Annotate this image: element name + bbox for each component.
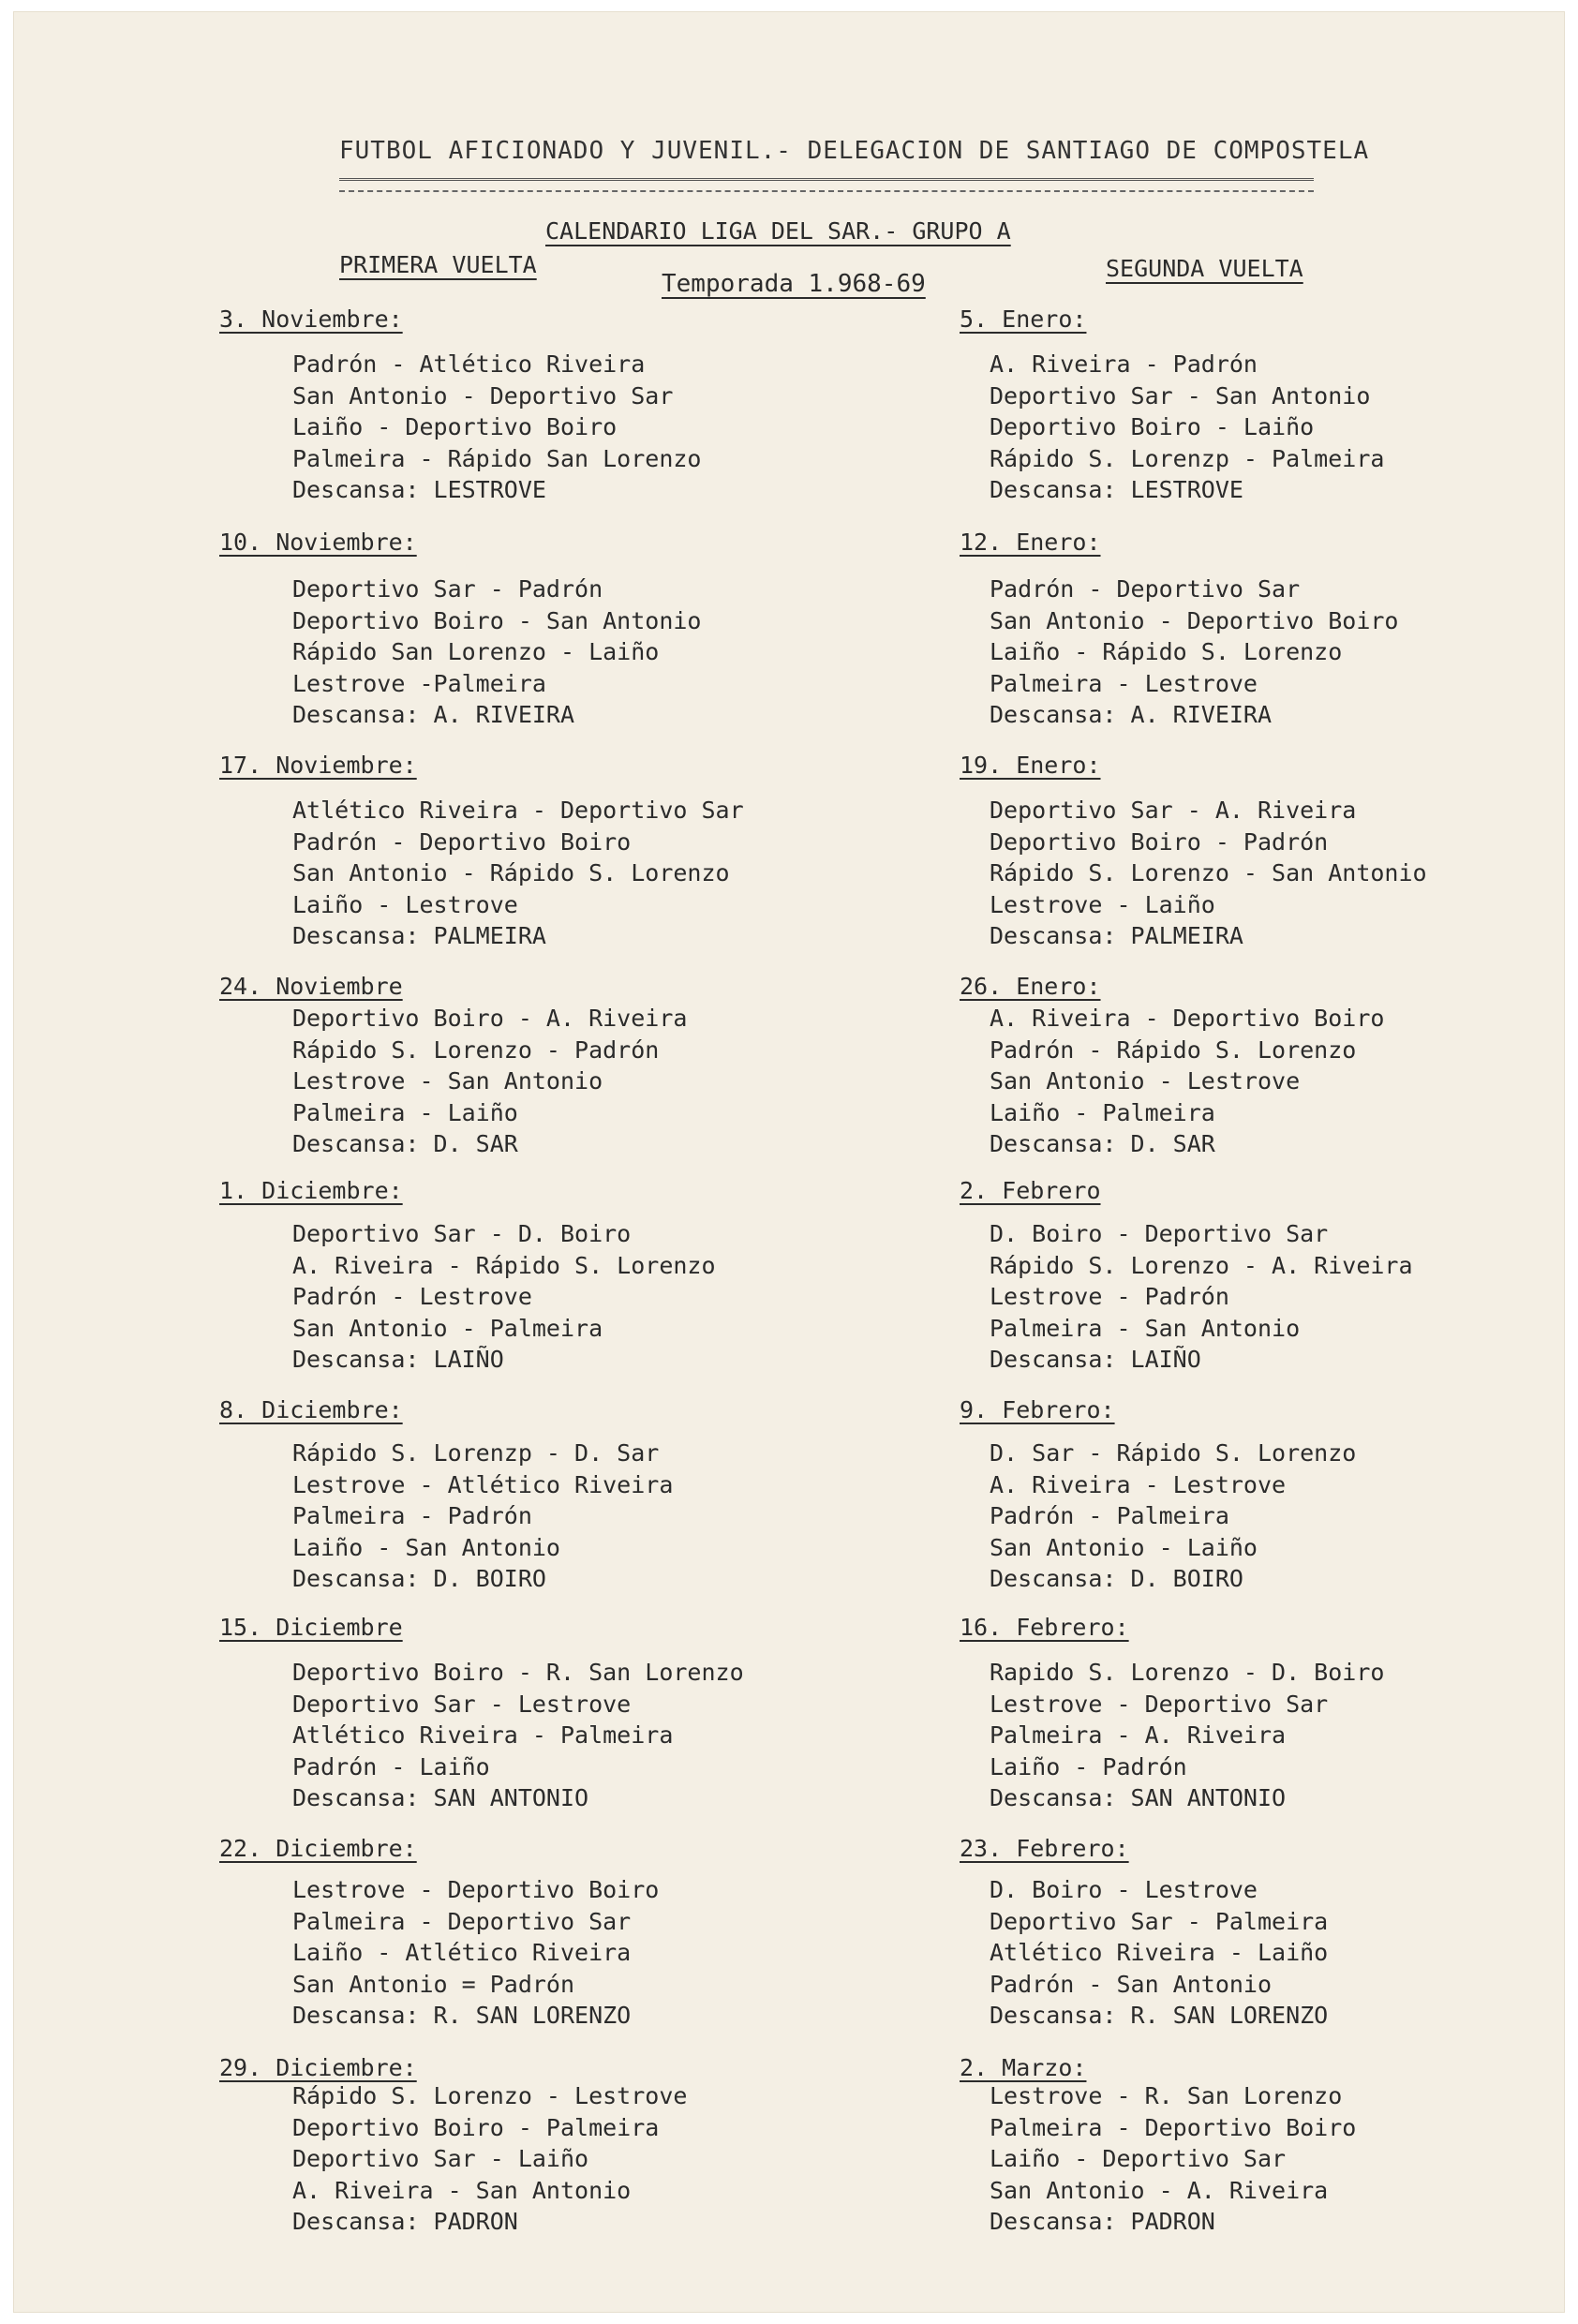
match-line: Deportivo Sar - D. Boiro <box>292 1220 632 1247</box>
round-fixtures <box>990 1874 1328 2032</box>
rest-team-line: Descansa: LESTROVE <box>292 476 546 503</box>
round-fixtures <box>990 1438 1356 1595</box>
match-line: Deportivo Boiro - Padrón <box>990 827 1329 856</box>
match-line: Lestrove - San Antonio <box>292 1067 603 1095</box>
match-line: A. Riveira - Rápido S. Lorenzo <box>292 1251 716 1279</box>
rest-team-line: Descansa: SAN ANTONIO <box>292 1784 589 1811</box>
match-line: Rápido S. Lorenzo - Lestrove <box>292 2082 688 2109</box>
round-fixtures <box>990 2080 1356 2238</box>
match-line: Palmeira - San Antonio <box>990 1314 1301 1342</box>
round-date: 26. Enero: <box>960 973 1101 1000</box>
rest-team-line: Descansa: LAIÑO <box>990 1346 1201 1373</box>
match-line: Laiño - Deportivo Boiro <box>292 413 618 440</box>
round-fixtures <box>292 1874 659 2032</box>
match-line: Lestrove - Deportivo Sar <box>990 1690 1329 1718</box>
match-line: Deportivo Sar - Palmeira <box>990 1907 1329 1935</box>
round-fixtures <box>292 795 744 952</box>
match-line: Laiño - Atlético Riveira <box>292 1939 632 1966</box>
match-line: Palmeira - Deportivo Boiro <box>990 2113 1357 2141</box>
round-date: 3. Noviembre: <box>219 305 403 333</box>
round-fixtures <box>292 1657 744 1814</box>
match-line: Palmeira - Laiño <box>292 1098 518 1126</box>
match-line: Laiño - Palmeira <box>990 1098 1215 1126</box>
round-fixtures <box>292 1003 687 1160</box>
match-line: Laiño - Rápido S. Lorenzo <box>990 638 1343 665</box>
round-date: 10. Noviembre: <box>219 529 417 556</box>
round-fixtures <box>990 574 1399 731</box>
rest-team-line: Descansa: PALMEIRA <box>990 922 1243 949</box>
round-date: 23. Febrero: <box>960 1835 1129 1862</box>
round-date: 2. Marzo: <box>960 2054 1087 2081</box>
match-line: Deportivo Boiro - Palmeira <box>292 2113 660 2141</box>
rest-team-line: Descansa: PADRON <box>292 2208 518 2235</box>
match-line: Deportivo Sar - Laiño <box>292 2145 589 2172</box>
match-line: Padrón - Laiño <box>292 1752 490 1780</box>
match-line: San Antonio - A. Riveira <box>990 2176 1329 2204</box>
round-fixtures <box>990 1657 1384 1814</box>
match-line: Deportivo Boiro - Laiño <box>990 413 1315 440</box>
document-title: FUTBOL AFICIONADO Y JUVENIL.- DELEGACION DE SANTIAGO DE COMPOSTELA <box>339 137 1370 165</box>
match-line: Palmeira - Deportivo Sar <box>292 1907 632 1935</box>
segunda-vuelta-heading: SEGUNDA VUELTA <box>1106 255 1303 282</box>
round-date: 9. Febrero: <box>960 1396 1115 1423</box>
match-line: Padrón - Lestrove <box>292 1283 532 1310</box>
match-line: A. Riveira - Padrón <box>990 350 1258 378</box>
match-line: Lestrove - Padrón <box>990 1283 1229 1310</box>
round-fixtures <box>990 349 1384 506</box>
match-line: Padrón - Palmeira <box>990 1502 1229 1529</box>
rest-team-line: Descansa: R. SAN LORENZO <box>990 2002 1329 2029</box>
match-line: Palmeira - Padrón <box>292 1502 532 1529</box>
round-date: 24. Noviembre <box>219 973 403 1000</box>
match-line: A. Riveira - San Antonio <box>292 2176 632 2204</box>
match-line: Palmeira - Lestrove <box>990 669 1258 697</box>
rest-team-line: Descansa: D. SAR <box>990 1130 1215 1157</box>
match-line: Atlético Riveira - Deportivo Sar <box>292 797 744 824</box>
match-line: Laiño - Padrón <box>990 1752 1187 1780</box>
rest-team-line: Descansa: D. SAR <box>292 1130 518 1157</box>
match-line: Lestrove - Laiño <box>990 890 1215 918</box>
match-line: San Antonio - Lestrove <box>990 1067 1301 1095</box>
round-fixtures <box>292 574 702 731</box>
match-line: Padrón - Deportivo Boiro <box>292 827 632 856</box>
match-line: Atlético Riveira - Palmeira <box>292 1721 674 1749</box>
match-line: Padrón - San Antonio <box>990 1970 1273 1998</box>
primera-vuelta-heading: PRIMERA VUELTA <box>339 251 537 278</box>
match-line: Palmeira - Rápido San Lorenzo <box>292 444 702 472</box>
title-rule <box>339 178 1314 192</box>
rest-team-line: Descansa: PALMEIRA <box>292 922 546 949</box>
match-line: Rápido San Lorenzo - Laiño <box>292 638 660 665</box>
round-fixtures <box>292 349 702 506</box>
match-line: Padrón - Deportivo Sar <box>990 575 1301 603</box>
match-line: D. Sar - Rápido S. Lorenzo <box>990 1439 1357 1467</box>
match-line: Padrón - Atlético Riveira <box>292 350 646 378</box>
match-line: Rápido S. Lorenzp - D. Sar <box>292 1439 660 1467</box>
round-date: 2. Febrero <box>960 1177 1101 1204</box>
match-line: D. Boiro - Lestrove <box>990 1876 1258 1903</box>
match-line: Lestrove -Palmeira <box>292 669 546 697</box>
round-fixtures <box>292 2080 687 2238</box>
rest-team-line: Descansa: LAIÑO <box>292 1346 504 1373</box>
match-line: Rápido S. Lorenzo - Padrón <box>292 1035 660 1064</box>
match-line: San Antonio - Palmeira <box>292 1314 603 1342</box>
round-date: 12. Enero: <box>960 529 1101 556</box>
round-fixtures <box>292 1438 673 1595</box>
round-fixtures <box>990 1218 1413 1376</box>
match-line: Laiño - Deportivo Sar <box>990 2145 1287 2172</box>
match-line: Rápido S. Lorenzo - A. Riveira <box>990 1251 1413 1279</box>
match-line: San Antonio - Deportivo Sar <box>292 381 674 410</box>
round-date: 19. Enero: <box>960 752 1101 779</box>
round-date: 17. Noviembre: <box>219 752 417 779</box>
rest-team-line: Descansa: LESTROVE <box>990 476 1243 503</box>
match-line: A. Riveira - Deportivo Boiro <box>990 1005 1385 1032</box>
match-line: Deportivo Boiro - R. San Lorenzo <box>292 1659 744 1686</box>
round-date: 8. Diciembre: <box>219 1396 403 1423</box>
round-date: 1. Diciembre: <box>219 1177 403 1204</box>
match-line: San Antonio - Deportivo Boiro <box>990 606 1399 634</box>
match-line: Laiño - Lestrove <box>292 890 518 918</box>
match-line: Lestrove - Deportivo Boiro <box>292 1876 660 1903</box>
round-fixtures <box>990 795 1427 952</box>
rest-team-line: Descansa: SAN ANTONIO <box>990 1784 1287 1811</box>
match-line: D. Boiro - Deportivo Sar <box>990 1220 1329 1247</box>
match-line: Rápido S. Lorenzo - San Antonio <box>990 859 1427 886</box>
round-fixtures <box>292 1218 716 1376</box>
match-line: Padrón - Rápido S. Lorenzo <box>990 1035 1357 1064</box>
match-line: Rápido S. Lorenzp - Palmeira <box>990 444 1385 472</box>
match-line: Deportivo Boiro - San Antonio <box>292 606 702 634</box>
round-date: 22. Diciembre: <box>219 1835 417 1862</box>
match-line: Laiño - San Antonio <box>292 1533 560 1561</box>
match-line: Rapido S. Lorenzo - D. Boiro <box>990 1659 1385 1686</box>
rest-team-line: Descansa: A. RIVEIRA <box>292 701 575 728</box>
round-date: 29. Diciembre: <box>219 2054 417 2081</box>
match-line: Deportivo Sar - San Antonio <box>990 381 1371 410</box>
match-line: San Antonio - Laiño <box>990 1533 1258 1561</box>
match-line: Lestrove - Atlético Riveira <box>292 1470 674 1498</box>
match-line: Deportivo Sar - Lestrove <box>292 1690 632 1718</box>
match-line: San Antonio - Rápido S. Lorenzo <box>292 859 730 886</box>
match-line: Palmeira - A. Riveira <box>990 1721 1287 1749</box>
season-label: Temporada 1.968-69 <box>662 270 926 298</box>
round-date: 15. Diciembre <box>219 1614 403 1641</box>
match-line: San Antonio = Padrón <box>292 1970 575 1998</box>
match-line: Deportivo Sar - A. Riveira <box>990 797 1357 824</box>
match-line: Atlético Riveira - Laiño <box>990 1939 1329 1966</box>
match-line: A. Riveira - Lestrove <box>990 1470 1287 1498</box>
match-line: Deportivo Boiro - A. Riveira <box>292 1005 688 1032</box>
rest-team-line: Descansa: D. BOIRO <box>990 1565 1243 1592</box>
round-date: 16. Febrero: <box>960 1614 1129 1641</box>
rest-team-line: Descansa: R. SAN LORENZO <box>292 2002 632 2029</box>
match-line: Lestrove - R. San Lorenzo <box>990 2082 1343 2109</box>
match-line: Deportivo Sar - Padrón <box>292 575 603 603</box>
calendar-heading: CALENDARIO LIGA DEL SAR.- GRUPO A <box>545 217 1011 245</box>
rest-team-line: Descansa: PADRON <box>990 2208 1215 2235</box>
round-date: 5. Enero: <box>960 305 1087 333</box>
rest-team-line: Descansa: D. BOIRO <box>292 1565 546 1592</box>
round-fixtures <box>990 1003 1384 1160</box>
rest-team-line: Descansa: A. RIVEIRA <box>990 701 1273 728</box>
